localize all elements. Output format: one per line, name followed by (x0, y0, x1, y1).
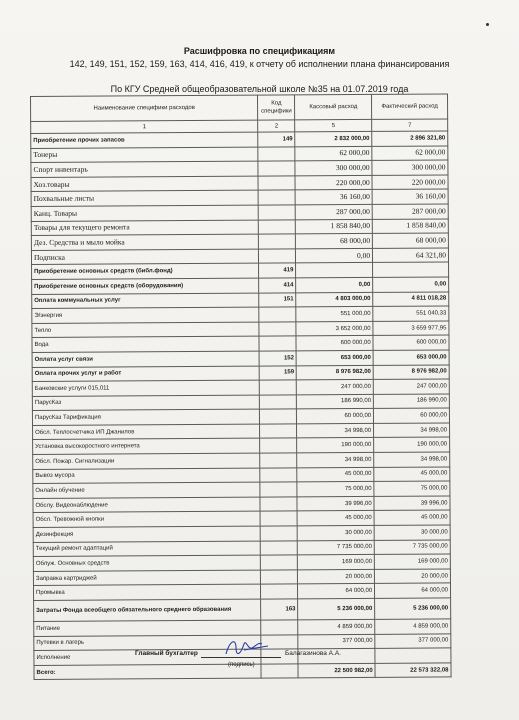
cell-name: Похвальные листы (31, 190, 258, 206)
cell-cash: 68 000,00 (296, 234, 373, 249)
cell-cash: 300 000,00 (295, 161, 372, 176)
cell-code (260, 380, 297, 395)
cell-name: Затраты Фонда всеобщего обязательного среднего образования (34, 599, 261, 621)
cell-name: Обсл. Тревожной кнопки (33, 512, 260, 528)
cell-cash: 4 803 000,00 (296, 292, 373, 307)
signer-name: Балагазинова А.А. (285, 650, 341, 657)
cell-actual: 64 000,00 (375, 583, 451, 598)
expense-table (30, 93, 452, 680)
cell-cash: 75 000,00 (297, 482, 374, 497)
cell-cash: 190 000,00 (297, 438, 374, 453)
col-header-code: Код специфики (258, 95, 295, 120)
document-title: Расшифровка по спецификациям (183, 46, 336, 56)
cell-name: Вода (32, 336, 259, 352)
cell-code (259, 249, 296, 264)
cell-actual: 5 236 000,00 (375, 598, 451, 619)
cell-code (258, 161, 295, 176)
cell-code (260, 468, 297, 483)
cell-name: Приобретение основных средств (оборудования) (32, 278, 259, 294)
cell-name: Облуж. Основных средств (33, 555, 260, 571)
cell-cash: 247 000,00 (297, 380, 374, 395)
cell-actual: 1 858 840,00 (372, 219, 448, 234)
cell-cash (296, 263, 373, 278)
cell-actual: 22 573 322,08 (375, 663, 451, 678)
cell-cash: 653 000,00 (296, 350, 373, 365)
cell-code (259, 219, 296, 234)
cell-cash: 34 998,00 (297, 423, 374, 438)
cell-actual: 377 000,00 (375, 634, 451, 649)
cell-name: Заправка картриджей (33, 570, 260, 586)
cell-code (258, 146, 295, 161)
col-number: 5 (295, 119, 372, 131)
cell-cash: 30 000,00 (297, 525, 374, 540)
cell-code (260, 497, 297, 512)
cell-code (260, 482, 297, 497)
table-header-row (31, 94, 448, 122)
cell-cash: 45 000,00 (297, 511, 374, 526)
col-number: 2 (258, 120, 295, 132)
cell-name: ПарусКаз (32, 395, 259, 411)
cell-code: 159 (260, 365, 297, 380)
cell-actual (375, 648, 451, 663)
cell-code (261, 540, 298, 555)
table-row (34, 598, 451, 622)
signature-position-label: Главный бухгалтер (135, 650, 198, 657)
cell-name: Приобретение основных средств (библ.фонд) (32, 263, 259, 279)
cell-code (260, 453, 297, 468)
cell-code (259, 234, 296, 249)
document-subtitle: 142, 149, 151, 152, 159, 163, 414, 416, 419, к отчету об исполнении плана финансирования (69, 59, 450, 69)
cell-actual: 34 998,00 (374, 423, 450, 438)
cell-cash: 600 000,00 (296, 336, 373, 351)
ink-dot (486, 23, 489, 26)
col-number: 1 (31, 120, 258, 133)
cell-code: 149 (258, 132, 295, 147)
cell-actual: 4 859 000,00 (375, 619, 451, 634)
cell-name: Текущий ремонт адаптаций (33, 541, 260, 557)
cell-name: Обслу. Видеонаблюдение (33, 497, 260, 513)
cell-actual: 30 000,00 (374, 525, 450, 540)
cell-name: Оплата услуг связи (32, 351, 259, 367)
cell-cash: 8 976 982,00 (297, 365, 374, 380)
cell-actual: 220 000,00 (372, 175, 448, 190)
cell-code (259, 307, 296, 322)
cell-actual: 600 000,00 (373, 335, 449, 350)
cell-cash: 169 000,00 (298, 555, 375, 570)
cell-actual: 551 040,33 (373, 306, 449, 321)
cell-name: Промывка (33, 585, 260, 601)
cell-actual: 653 000,00 (373, 350, 449, 365)
cell-cash: 186 990,00 (297, 394, 374, 409)
cell-name: Приобретение прочих запасов (31, 132, 258, 148)
cell-name: Обсл. Пожар. Сигнализации (33, 453, 260, 469)
cell-cash: 62 000,00 (295, 146, 372, 161)
cell-code (260, 424, 297, 439)
cell-actual (373, 262, 449, 277)
cell-actual: 39 996,00 (374, 496, 450, 511)
cell-cash: 22 500 982,00 (298, 663, 375, 678)
cell-actual: 0,00 (373, 277, 449, 292)
cell-cash: 5 236 000,00 (298, 598, 375, 619)
cell-cash: 0,00 (296, 277, 373, 292)
cell-cash: 2 832 000,00 (295, 131, 372, 146)
cell-actual: 60 000,00 (374, 408, 450, 423)
cell-actual: 190 000,00 (374, 437, 450, 452)
cell-actual: 36 160,00 (372, 189, 448, 204)
cell-name: Дезинфекция (33, 526, 260, 542)
cell-actual: 75 000,00 (374, 481, 450, 496)
cell-name: Тепло (32, 322, 259, 338)
cell-code (259, 336, 296, 351)
cell-code: 151 (259, 292, 296, 307)
cell-cash: 36 160,00 (295, 190, 372, 205)
cell-name: Оплата прочих услуг и работ (32, 366, 259, 382)
cell-actual: 169 000,00 (374, 554, 450, 569)
cell-cash: 551 000,00 (296, 307, 373, 322)
cell-actual: 247 000,00 (373, 379, 449, 394)
cell-actual: 4 811 018,28 (373, 291, 449, 306)
cell-code (261, 555, 298, 570)
cell-cash: 7 735 000,00 (298, 540, 375, 555)
cell-cash: 34 998,00 (297, 452, 374, 467)
cell-code (260, 395, 297, 410)
cell-code: 152 (259, 351, 296, 366)
cell-actual: 45 000,00 (374, 510, 450, 525)
cell-code (261, 570, 298, 585)
cell-name: Вывоз мусора (33, 468, 260, 484)
cell-actual: 300 000,00 (372, 160, 448, 175)
cell-code (261, 584, 298, 599)
cell-code (259, 322, 296, 337)
cell-code: 163 (261, 599, 298, 620)
cell-name: ПарусКаз Тарификация (32, 409, 259, 425)
cell-cash: 64 000,00 (298, 584, 375, 599)
cell-actual: 2 896 321,80 (372, 131, 448, 146)
cell-actual: 45 000,00 (374, 467, 450, 482)
col-header-cash: Кассовый расход (295, 94, 372, 119)
cell-actual: 62 000,00 (372, 146, 448, 161)
cell-name: Дез. Средства и мыло мойка (31, 234, 258, 250)
cell-name: Канц. Товары (31, 205, 258, 221)
cell-actual: 8 976 982,00 (373, 364, 449, 379)
cell-actual: 34 998,00 (374, 452, 450, 467)
cell-name: Исполнение (34, 649, 261, 665)
cell-name: Онлайн обучение (33, 482, 260, 498)
cell-name: Тонеры (31, 147, 258, 163)
cell-cash: 4 859 000,00 (298, 619, 375, 634)
cell-cash: 3 652 000,00 (296, 321, 373, 336)
cell-cash: 20 000,00 (298, 569, 375, 584)
cell-name: Хоз.товары (31, 176, 258, 192)
cell-name: Обсл. Теплосчетчика ИП Джанилов (33, 424, 260, 440)
cell-name: Всего: (34, 664, 261, 680)
cell-cash: 1 858 840,00 (296, 219, 373, 234)
cell-name: Установка высокоростного интернета (33, 439, 260, 455)
cell-cash: 220 000,00 (295, 175, 372, 190)
cell-name: Оплата коммунальных услуг (32, 293, 259, 309)
cell-code (260, 409, 297, 424)
cell-code (260, 438, 297, 453)
cell-actual: 20 000,00 (375, 569, 451, 584)
cell-actual: 64 321,80 (373, 248, 449, 263)
cell-code (261, 620, 298, 635)
cell-code (260, 526, 297, 541)
cell-cash: 60 000,00 (297, 409, 374, 424)
cell-actual: 68 000,00 (373, 233, 449, 248)
cell-code (261, 664, 298, 679)
handwritten-signature (222, 636, 272, 660)
school-line: По КГУ Средней общеобразовательной школе №35 на 01.07.2019 года (110, 84, 409, 94)
signature-hint: (подпись) (228, 662, 255, 668)
cell-cash: 287 000,00 (296, 204, 373, 219)
cell-code (258, 176, 295, 191)
cell-actual: 7 735 000,00 (374, 540, 450, 555)
cell-name: Товары для текущего ремонта (31, 220, 258, 236)
cell-cash: 377 000,00 (298, 634, 375, 649)
cell-code (258, 190, 295, 205)
col-header-name: Наименование специфики расходов (31, 95, 259, 121)
cell-name: Подписка (31, 249, 258, 265)
col-header-actual: Фактический расход (372, 94, 448, 119)
cell-code (259, 205, 296, 220)
cell-code (260, 511, 297, 526)
cell-cash: 45 000,00 (297, 467, 374, 482)
cell-name: Питание (34, 620, 261, 636)
cell-name: Банковские услуги 015,011 (32, 380, 259, 396)
cell-name: Путевки в лагерь (34, 635, 261, 651)
col-number: 7 (372, 119, 448, 131)
cell-actual: 186 990,00 (374, 394, 450, 409)
cell-cash: 0,00 (296, 248, 373, 263)
cell-actual: 287 000,00 (372, 204, 448, 219)
cell-name: Спорт инвентарь (31, 161, 258, 177)
cell-code: 414 (259, 278, 296, 293)
cell-name: Э/энергия (32, 307, 259, 323)
cell-cash: 39 996,00 (297, 496, 374, 511)
cell-code: 419 (259, 263, 296, 278)
cell-actual: 3 659 977,95 (373, 321, 449, 336)
